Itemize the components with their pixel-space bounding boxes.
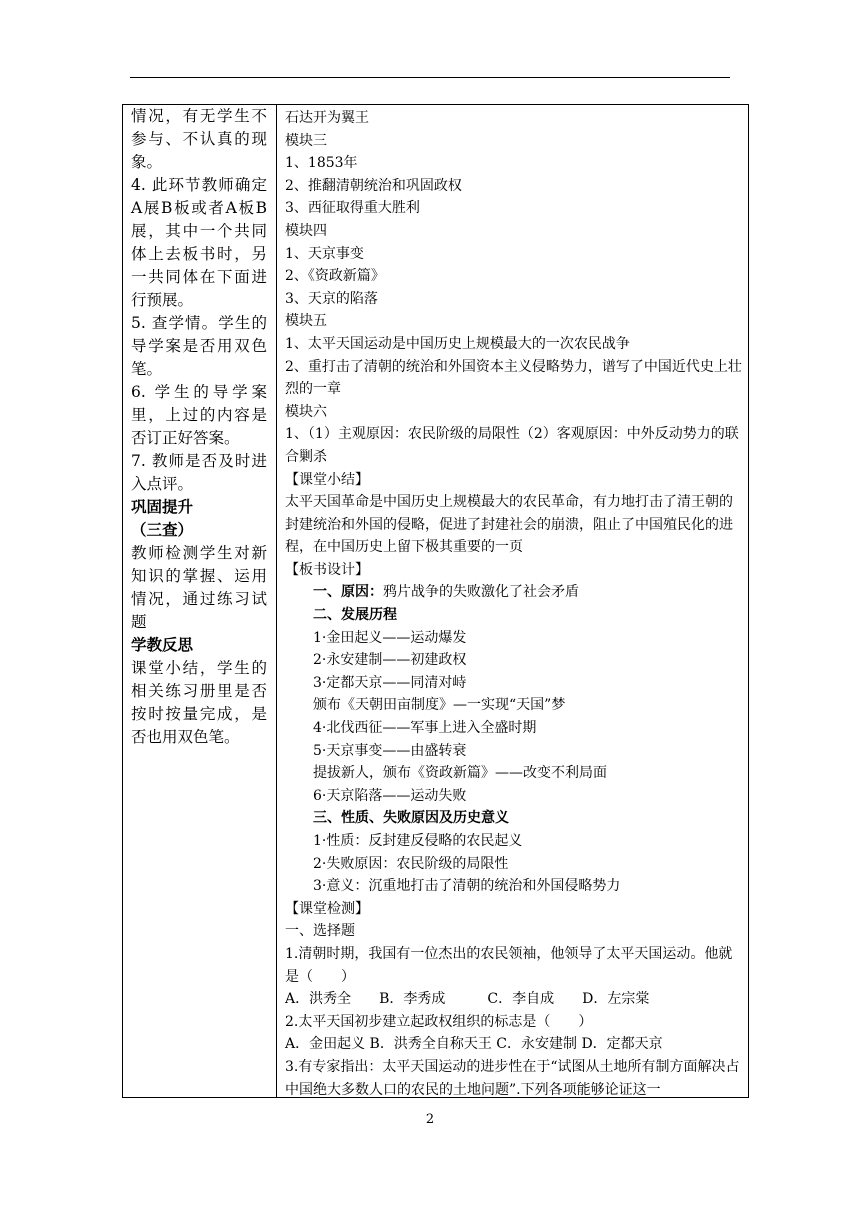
section-subheading: （三查） [131, 521, 194, 539]
content-line: 1、太平天国运动是中国历史上规模最大的一次农民战争 [285, 335, 630, 352]
header-rule [130, 77, 730, 78]
summary-text: 太平天国革命是中国历史上规模最大的农民革命，有力地打击了清王朝的封建统治和外国的侵略，促进了封建社会的崩溃，阻止了中国殖民化的进程，在中国历史上留下极其重要的一页 [285, 494, 733, 556]
board-section-label: 一、原因： [313, 584, 383, 601]
board-item: 3·定都天京——同清对峙 [313, 674, 467, 691]
content-line: 石达开为翼王 [285, 110, 369, 126]
board-design-heading: 【板书设计】 [285, 561, 369, 578]
question: 3.有专家指出：太平天国运动的进步性在于“试图从土地所有制方面解决占中国绝大多数人口的农民的土地问题”.下列各项能够论证这一 [285, 1058, 740, 1098]
board-item: 5·天京事变——由盛转衰 [313, 742, 467, 759]
note-paragraph: 5. 查学情。学生的导学案是否用双色笔。 [131, 314, 267, 378]
lesson-plan-table [122, 104, 749, 1098]
summary-heading: 【课堂小结】 [285, 471, 369, 488]
lesson-content-column [285, 107, 743, 1101]
board-item: 2·失败原因：农民阶级的局限性 [313, 855, 509, 872]
question: 1.清朝时期，我国有一位杰出的农民领袖，他领导了太平天国运动。他就是（ ） [285, 945, 733, 985]
question: 2.太平天国初步建立起政权组织的标志是（ ） [285, 1013, 593, 1030]
column-divider [276, 105, 277, 1097]
page-number: 2 [425, 1112, 435, 1127]
board-item: 2·永安建制——初建政权 [313, 652, 467, 669]
board-section-text: 鸦片战争的失败激化了社会矛盾 [383, 584, 579, 601]
module-heading: 模块四 [285, 222, 327, 239]
teaching-notes-column [131, 105, 267, 749]
note-paragraph: 4. 此环节教师确定A展B板或者A板B展，其中一个共同体上去板书时，另一共同体在下面进行预展。 [131, 176, 267, 309]
question-options: A．洪秀全 B．李秀成 C．李自成 D．左宗棠 [285, 991, 650, 1008]
module-heading: 模块三 [285, 132, 327, 149]
board-item: 1·金田起义——运动爆发 [313, 629, 467, 646]
section-heading: 巩固提升 [131, 498, 194, 516]
content-line: 1、（1）主观原因：农民阶级的局限性（2）客观原因：中外反动势力的联合剿杀 [285, 426, 739, 465]
content-line: 1、天京事变 [285, 245, 364, 262]
note-paragraph: 教师检测学生对新知识的掌握、运用情况，通过练习试题 [131, 544, 267, 631]
board-section-2: 二、发展历程 [313, 607, 397, 624]
board-item: 4·北伐西征——军事上进入全盛时期 [313, 720, 537, 737]
note-paragraph: 情况，有无学生不参与、不认真的现象。 [131, 107, 267, 171]
note-paragraph: 7. 教师是否及时进入点评。 [131, 452, 267, 493]
note-paragraph: 6. 学生的导学案里，上过的内容是否订正好答案。 [131, 383, 267, 447]
note-paragraph: 课堂小结，学生的相关练习册里是否按时按量完成，是否也用双色笔。 [131, 659, 267, 746]
content-line: 2、重打击了清朝的统治和外国资本主义侵略势力，谱写了中国近代史上壮烈的一章 [285, 358, 742, 398]
board-item: 1·性质：反封建反侵略的农民起义 [313, 833, 523, 849]
content-line: 3、天京的陷落 [285, 290, 378, 307]
board-item: 颁布《天朝田亩制度》—一实现“天国”梦 [313, 697, 566, 714]
board-item: 3·意义：沉重地打击了清朝的统治和外国侵略势力 [313, 878, 621, 895]
content-line: 1、1853年 [285, 155, 358, 172]
module-heading: 模块六 [285, 403, 327, 420]
content-line: 3、西征取得重大胜利 [285, 200, 420, 217]
content-line: 2、《资政新篇》 [285, 268, 385, 285]
question-options: A．金田起义 B．洪秀全自称天王 C．永安建制 D．定都天京 [285, 1036, 663, 1053]
board-item: 6·天京陷落——运动失败 [313, 787, 467, 804]
module-heading: 模块五 [285, 313, 327, 330]
board-section-1 [285, 581, 743, 604]
board-section-3: 三、性质、失败原因及历史意义 [313, 810, 509, 827]
section-heading: 学教反思 [131, 636, 194, 654]
board-item: 提拔新人，颁布《资政新篇》——改变不利局面 [313, 765, 607, 782]
test-section: 一、选择题 [285, 923, 355, 940]
content-line: 2、推翻清朝统治和巩固政权 [285, 177, 462, 194]
test-heading: 【课堂检测】 [285, 900, 369, 917]
